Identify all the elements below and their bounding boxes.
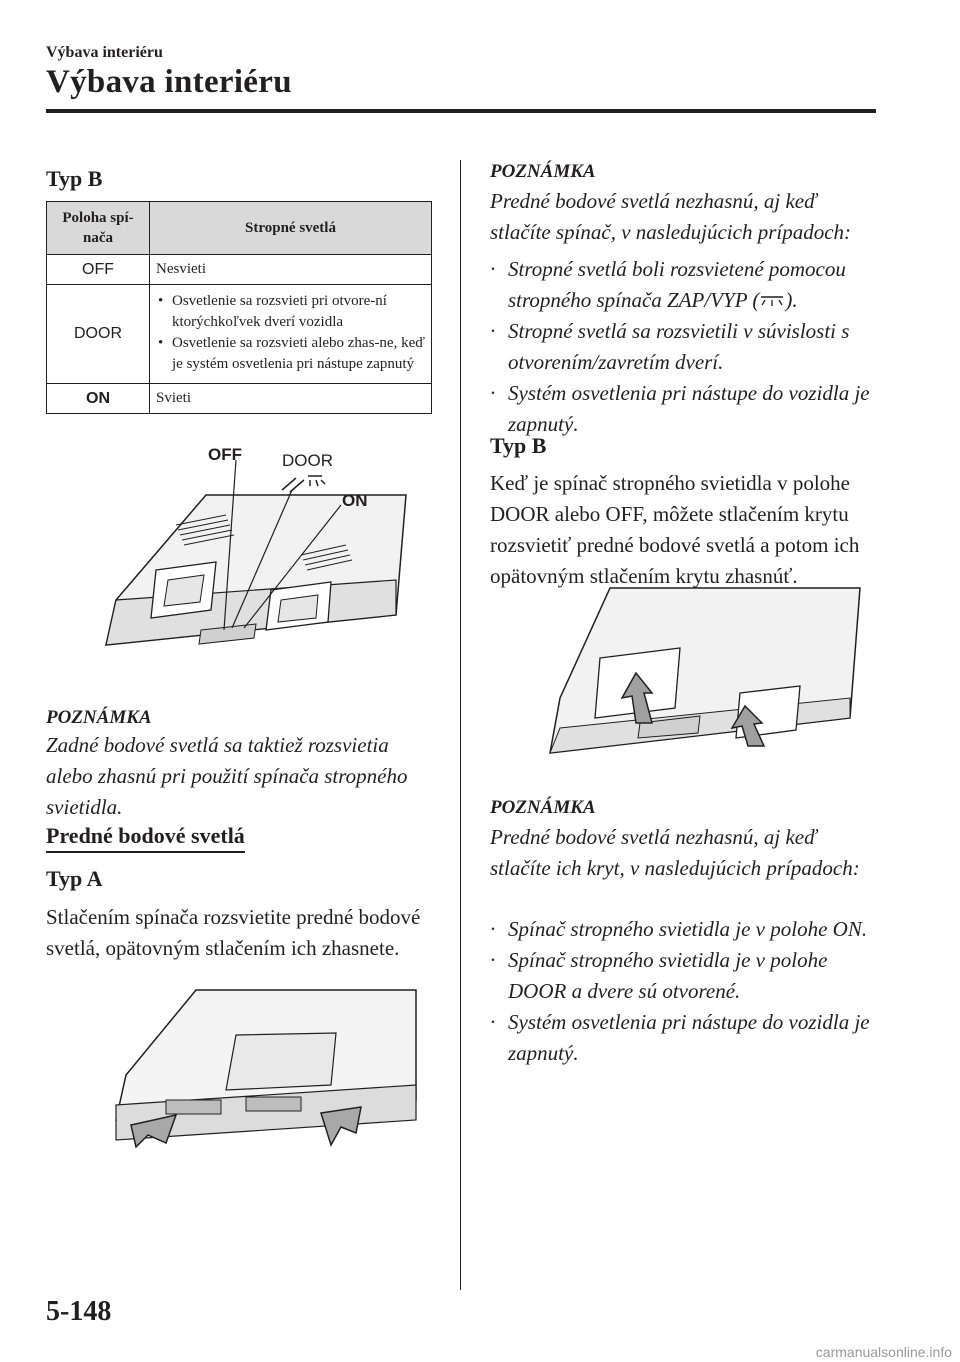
body-text: Stlačením spínača rozsvietite predné bodové svetlá, opätovným stlačením ich zhasnete. <box>46 905 421 960</box>
table-cell-bullets <box>150 285 432 384</box>
typ-b-heading: Typ B <box>46 166 103 191</box>
header-rule <box>46 109 876 113</box>
dome-light-icon <box>759 294 785 310</box>
list-item: • Osvetlenie sa rozsvieti alebo zhas-ne, keď je systém osvetlenia pri nástupe zapnutý <box>156 333 425 375</box>
note-text: Predné bodové svetlá nezhasnú, aj keď stlačíte ich kryt, v nasledujúcich prípadoch: <box>490 825 860 880</box>
watermark: carmanualsonline.info <box>815 1344 952 1360</box>
overhead-console-figure <box>96 440 426 690</box>
typ-a-heading: Typ A <box>46 866 103 891</box>
table-cell-text: Svieti <box>150 384 432 414</box>
dome-light-icon <box>282 476 325 492</box>
note-bullet-list <box>490 254 882 440</box>
page-number: 5-148 <box>46 1296 112 1327</box>
column-divider <box>460 160 461 1290</box>
table-cell-text: Nesvieti <box>150 255 432 285</box>
figure-label-off: OFF <box>208 445 242 464</box>
note-text: Predné bodové svetlá nezhasnú, aj keď stlačíte spínač, v nasledujúcich prípadoch: <box>490 189 852 244</box>
switch-door-label: DOOR <box>47 285 150 384</box>
table-row <box>47 255 432 285</box>
switch-position-table <box>46 201 432 414</box>
list-item: · Stropné svetlá sa rozsvietili v súvislosti s otvorením/zavretím dverí. <box>490 319 850 374</box>
list-item: · Spínač stropného svietidla je v polohe ON. <box>490 917 868 941</box>
page-title: Výbava interiéru <box>46 64 292 100</box>
list-item: · Systém osvetlenia pri nástupe do vozidla je zapnutý. <box>490 381 870 436</box>
list-item: · Systém osvetlenia pri nástupe do vozidla je zapnutý. <box>490 1010 870 1065</box>
table-row <box>47 285 432 384</box>
typ-b-heading: Typ B <box>490 433 547 458</box>
note-text: Zadné bodové svetlá sa taktiež rozsvietia alebo zhasnú pri použití spínača stropného svietidla. <box>46 733 408 819</box>
body-text: Keď je spínač stropného svietidla v polohe DOOR alebo OFF, môžete stlačením krytu rozsvietiť predné bodové svetlá a potom ich opätovným stlačením krytu zhasnúť. <box>490 471 860 588</box>
switch-off-label: OFF <box>47 255 150 285</box>
note-bullet-list <box>490 914 882 1069</box>
switch-on-label: ON <box>47 384 150 414</box>
table-row <box>47 384 432 414</box>
list-item: • Osvetlenie sa rozsvieti pri otvore-ní ktorýchkoľvek dverí vozidla <box>156 291 425 333</box>
list-item: · Stropné svetlá boli rozsvietené pomocou stropného spínača ZAP/VYP ( ). <box>490 257 846 312</box>
note-heading: POZNÁMKA <box>490 161 596 182</box>
list-item: · Spínač stropného svietidla je v polohe DOOR a dvere sú otvorené. <box>490 948 828 1003</box>
table-header-row <box>47 202 432 255</box>
note-heading: POZNÁMKA <box>490 797 596 818</box>
typ-b-console-figure <box>540 578 870 778</box>
table-header-lights: Stropné svetlá <box>150 202 432 255</box>
section-title: Predné bodové svetlá <box>46 823 245 853</box>
note-heading: POZNÁMKA <box>46 707 152 728</box>
figure-label-door: DOOR <box>282 451 333 470</box>
table-header-position: Poloha spí- nača <box>47 202 150 255</box>
running-header: Výbava interiéru <box>46 44 163 61</box>
figure-label-on: ON <box>342 491 368 510</box>
typ-a-console-figure <box>96 985 426 1170</box>
